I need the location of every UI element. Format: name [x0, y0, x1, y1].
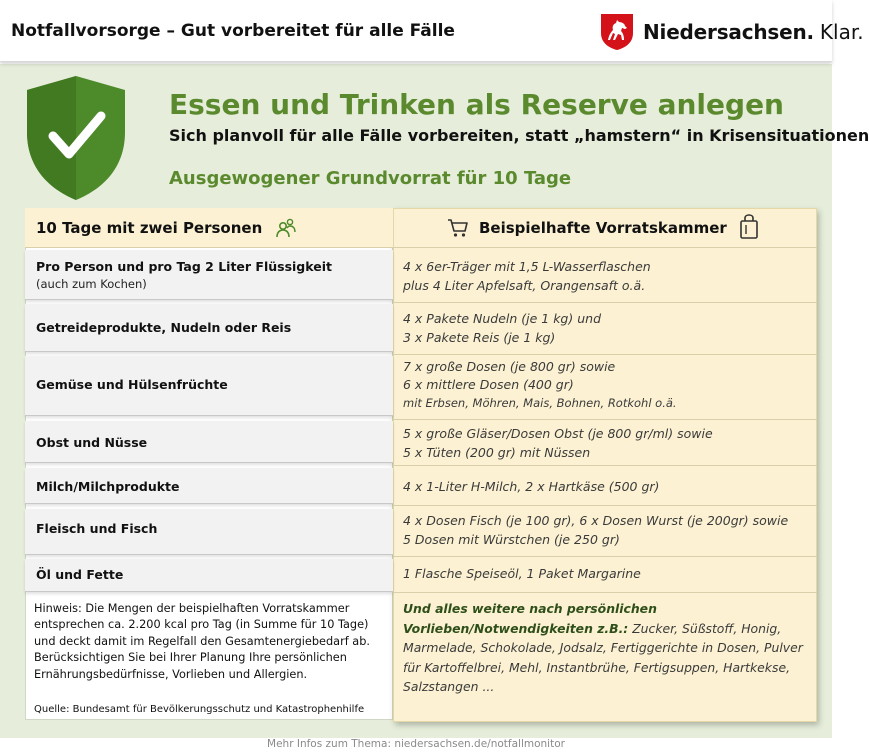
row-label: Fleisch und Fisch: [36, 521, 158, 536]
subline: Sich planvoll für alle Fälle vorbereiten, statt „hamstern“ in Krisensituationen: [169, 126, 869, 145]
row-label: Obst und Nüsse: [36, 435, 148, 450]
extra-items-intro: Und alles weitere nach persönlichen Vorlieben/Notwendigkeiten z.B.:: [403, 601, 657, 636]
brand-name: Niedersachsen.: [643, 20, 814, 44]
row-item: 3 x Pakete Reis (je 1 kg): [403, 330, 556, 345]
cart-icon: [447, 218, 469, 238]
row-item: 7 x große Dosen (je 800 gr) sowie: [403, 359, 616, 374]
table-row: [25, 468, 393, 504]
table-row-items: [393, 355, 817, 420]
row-item: 4 x 6er-Träger mit 1,5 L-Wasserflaschen: [403, 259, 651, 274]
row-item: 1 Flasche Speiseöl, 1 Paket Margarine: [403, 566, 641, 581]
footer-link-text: Mehr Infos zum Thema: niedersachsen.de/notfallmonitor: [267, 738, 565, 750]
row-item: 5 x Tüten (200 gr) mit Nüssen: [403, 445, 591, 460]
row-item: 6 x mittlere Dosen (400 gr): [403, 377, 574, 392]
table-row: [25, 509, 393, 555]
row-item: 5 x große Gläser/Dosen Obst (je 800 gr/ml) sowie: [403, 426, 713, 441]
table-row-items: [393, 420, 817, 466]
right-header-label: Beispielhafte Vorratskammer: [479, 219, 727, 237]
row-item: mit Erbsen, Möhren, Mais, Bohnen, Rotkohl o.ä.: [403, 396, 677, 410]
table-row-items: [393, 466, 817, 506]
extra-items-list: Zucker, Süßstoff, Honig, Marmelade, Schokolade, Jodsalz, Fertiggerichte in Dosen, Pulver für Kartoffelbrei, Mehl, Instantbrühe, Fertigsuppen, Hartkekse, Salzstangen ...: [403, 620, 803, 694]
row-label: Gemüse und Hülsenfrüchte: [36, 377, 228, 392]
row-item: plus 4 Liter Apfelsaft, Orangensaft o.ä.: [403, 278, 646, 293]
source-text: Quelle: Bundesamt für Bevölkerungsschutz und Katastrophenhilfe: [34, 704, 365, 715]
horse-crest-icon: [600, 13, 634, 51]
table-row-items: [393, 557, 817, 593]
table-row-items: [393, 506, 817, 557]
table-row: [25, 421, 393, 463]
row-label: Pro Person und pro Tag 2 Liter Flüssigkeit: [36, 259, 332, 274]
row-sublabel: (auch zum Kochen): [36, 277, 147, 291]
table-row-items: [393, 250, 817, 303]
bag-icon: [739, 214, 759, 240]
shield-check-icon: [25, 74, 127, 202]
page-title: Notfallvorsorge – Gut vorbereitet für alle Fälle: [11, 21, 455, 41]
top-bar: [0, 0, 864, 62]
hint-text: Hinweis: Die Mengen der beispielhaften Vorratskammer entsprechen ca. 2.200 kcal pro Tag (in Summe für 10 Tage) und deckt damit im Regelfall den Gesamtenergiebedarf ab. Berücksichtigen Sie bei Ihrer Planung Ihre persönlichen Ernährungsbedürfnisse, Vorlieben und Allergien.: [34, 602, 370, 681]
extra-items: [403, 599, 813, 697]
row-item: 4 x Dosen Fisch (je 100 gr), 6 x Dosen Wurst (je 200gr) sowie: [403, 513, 789, 528]
table-row-items: [393, 303, 817, 355]
row-label: Getreideprodukte, Nudeln oder Reis: [36, 320, 292, 335]
left-header-label: 10 Tage mit zwei Personen: [36, 219, 263, 237]
row-item: 4 x Pakete Nudeln (je 1 kg) und: [403, 311, 601, 326]
row-item: 5 Dosen mit Würstchen (je 250 gr): [403, 532, 620, 547]
headline: Essen und Trinken als Reserve anlegen: [169, 88, 784, 121]
table-row: [25, 356, 393, 416]
table-row: [25, 304, 393, 352]
row-label: Öl und Fette: [36, 567, 124, 582]
row-label: Milch/Milchprodukte: [36, 479, 180, 494]
row-item: 4 x 1-Liter H-Milch, 2 x Hartkäse (500 gr): [403, 479, 660, 494]
people-icon: [275, 217, 297, 239]
left-column-header: [25, 208, 393, 248]
brand: [600, 12, 864, 52]
right-column-header: [393, 208, 817, 248]
brand-suffix: Klar.: [819, 20, 864, 44]
section-title: Ausgewogener Grundvorrat für 10 Tage: [169, 168, 572, 189]
table-row: [25, 250, 393, 300]
table-row: [25, 559, 393, 592]
